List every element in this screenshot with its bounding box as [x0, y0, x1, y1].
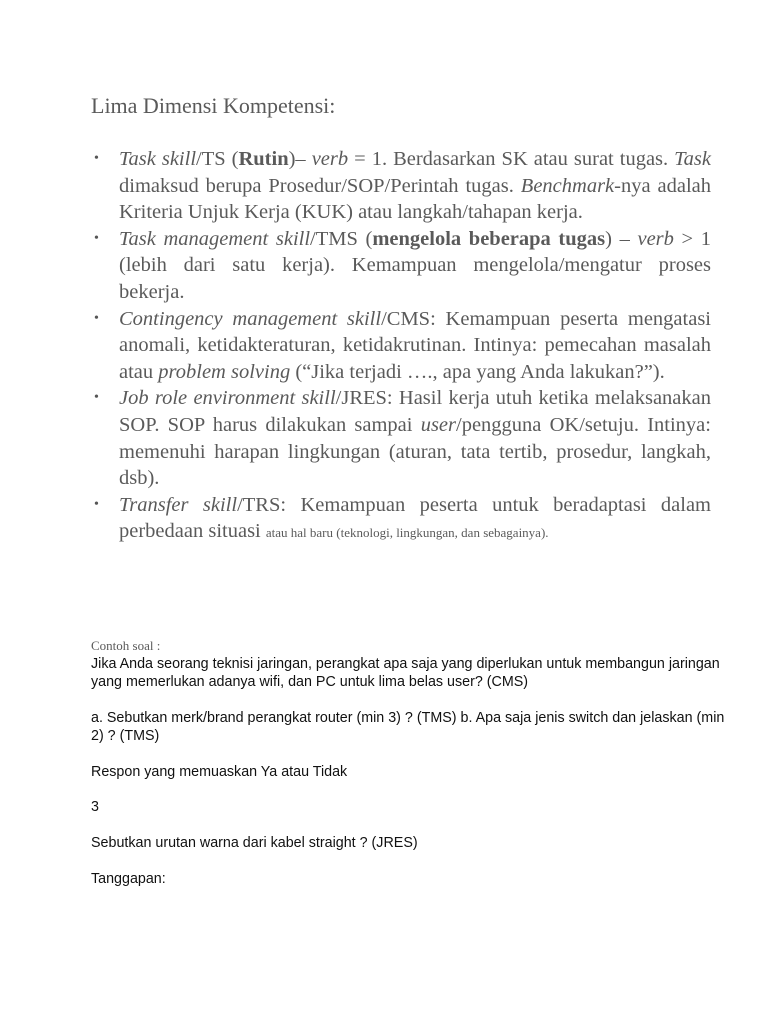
bullet-text-run: verb: [637, 227, 674, 250]
bullet-text-run: )–: [288, 148, 312, 170]
page-title: Lima Dimensi Kompetensi:: [91, 93, 336, 118]
bullet-text-run: dimaksud berupa Prosedur/SOP/Perintah tugas.: [119, 174, 521, 197]
bullet-text-run: Task management skill: [119, 227, 311, 250]
bullet-text-run: -nya adalah Kriteria Unjuk Kerja (KUK) atau langkah/tahapan kerja.: [119, 174, 711, 224]
bullet-text-run: Benchmark: [520, 174, 615, 197]
bullet-text-run: verb: [311, 148, 349, 170]
bullet-text-run: /pengguna OK/setuju. Intinya: memenuhi harapan lingkungan (aturan, tata tertib, prosedur, langkah, dsb).: [119, 413, 711, 490]
list-item-job-role-environment-skill: [91, 385, 711, 491]
list-item-task-management-skill: [91, 226, 711, 306]
subquestion-paragraph: a. Sebutkan merk/brand perangkat router (min 3) ? (TMS) b. Apa saja jenis switch dan jelaskan (min 2) ? (TMS): [91, 710, 725, 744]
bullet-text-run: /TS (: [196, 148, 239, 170]
bullet-text-run: /TMS (: [310, 227, 373, 250]
bullet-text-run: atau hal baru (teknologi, lingkungan, dan sebagainya).: [265, 525, 549, 541]
bullet-text-run: problem solving: [158, 360, 291, 383]
list-item-task-skill: [91, 146, 711, 226]
bullet-text-run: Transfer skill: [119, 493, 238, 516]
bullet-text-run: = 1. Berdasarkan SK atau surat tugas.: [348, 148, 675, 170]
bullet-text-run: ) –: [605, 227, 638, 250]
list-item-contingency-management-skill: [91, 306, 711, 386]
bullet-text-run: /JRES: Hasil kerja utuh ketika melaksanakan SOP. SOP harus dilakukan sampai: [119, 387, 711, 436]
response-paragraph: Respon yang memuaskan Ya atau Tidak: [91, 764, 348, 780]
bullet-text-run: Rutin: [238, 148, 289, 170]
bullet-text-run: (“Jika terjadi …., apa yang Anda lakukan?”).: [290, 360, 665, 383]
feedback-label: Tanggapan:: [91, 871, 166, 887]
bullet-text-run: Task: [674, 148, 712, 170]
question-paragraph: Jika Anda seorang teknisi jaringan, perangkat apa saja yang diperlukan untuk membangun jaringan yang memerlukan adanya wifi, dan PC untuk lima belas user? (CMS): [91, 656, 720, 690]
bullet-text-run: mengelola beberapa tugas: [372, 227, 606, 250]
example-label: Contoh soal :: [91, 638, 161, 653]
competency-list: [91, 146, 711, 547]
bullet-text-run: /TRS: Kemampuan peserta untuk beradaptasi dalam perbedaan situasi: [119, 493, 711, 543]
bullet-text-run: /CMS: Kemampuan peserta mengatasi anomali, ketidakteraturan, ketidakrutinan. Intinya: pemecahan masalah atau: [119, 307, 711, 383]
bullet-text-run: Job role environment skill: [119, 387, 336, 410]
bullet-text-run: > 1 (lebih dari satu kerja). Kemampuan mengelola/mengatur proses bekerja.: [119, 227, 711, 303]
number-paragraph: 3: [91, 799, 99, 815]
bullet-text-run: Task skill: [119, 148, 197, 170]
cable-question-paragraph: Sebutkan urutan warna dari kabel straight ? (JRES): [91, 835, 418, 851]
list-item-transfer-skill: [91, 492, 711, 547]
bullet-text-run: Contingency management skill: [119, 307, 382, 330]
bullet-text-run: user: [420, 413, 456, 436]
